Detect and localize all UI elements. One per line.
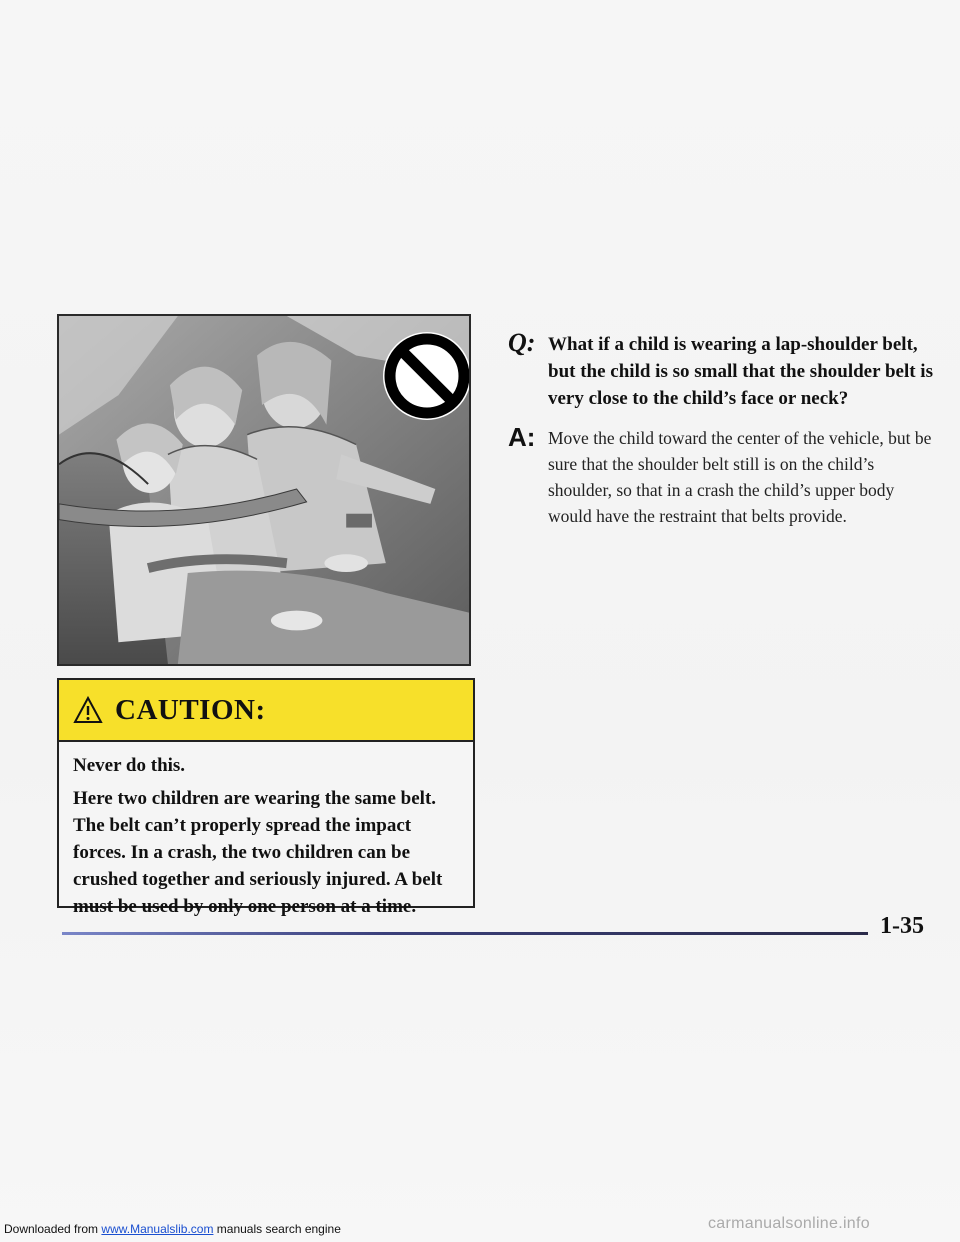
caution-body <box>59 742 473 920</box>
answer-text: Move the child toward the center of the vehicle, but be sure that the shoulder belt still is on the child’s shoulder, so that in a crash the child’s upper body would have the restraint that belts provide. <box>548 428 932 526</box>
question-marker: Q: <box>508 328 536 357</box>
download-watermark <box>4 1222 341 1236</box>
page-rule <box>62 932 868 935</box>
prohibition-icon <box>381 330 471 422</box>
watermark-prefix: Downloaded from <box>4 1222 99 1236</box>
answer-marker: A: <box>508 422 536 452</box>
page-number: 1-35 <box>880 913 924 939</box>
caution-paragraph: Never do this. <box>73 755 186 776</box>
question-block <box>508 328 938 412</box>
caution-header <box>59 680 473 742</box>
site-logo: carmanualsonline.info <box>708 1215 870 1232</box>
caution-paragraph: Here two children are wearing the same belt. The belt can’t properly spread the impact forces. In a crash, the two children can be crushed together and seriously injured. A belt must be used by only one person at a time. <box>73 788 443 917</box>
warning-triangle-icon <box>73 696 103 724</box>
question-text: What if a child is wearing a lap-shoulder belt, but the child is so small that the shoulder belt is very close to the child’s face or neck? <box>548 334 933 409</box>
answer-block <box>508 422 938 529</box>
caution-box <box>57 678 475 917</box>
watermark-suffix: manuals search engine <box>213 1222 341 1236</box>
manualslib-link[interactable]: www.Manualslib.com <box>101 1222 214 1236</box>
illustration-children-sharing-belt <box>57 314 471 666</box>
caution-title: CAUTION: <box>115 693 266 726</box>
